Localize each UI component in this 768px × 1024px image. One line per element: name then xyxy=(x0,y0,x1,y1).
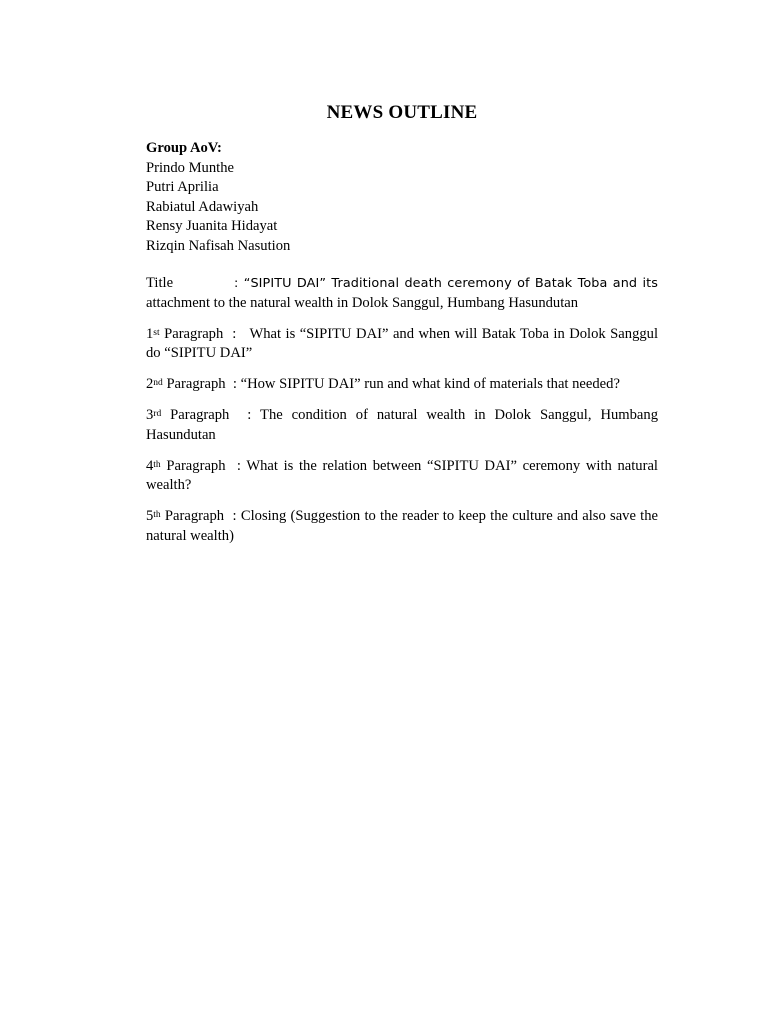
paragraph-number: 5 xyxy=(146,508,154,524)
paragraph-label: Paragraph xyxy=(160,508,225,524)
paragraph-text: “How SIPITU DAI” run and what kind of materials that needed? xyxy=(240,376,620,392)
paragraph-label: Paragraph xyxy=(159,325,224,342)
paragraph-number: 4 xyxy=(146,457,154,474)
paragraph-ordinal-suffix: st xyxy=(153,327,160,338)
group-member: Prindo Munthe xyxy=(146,159,234,176)
paragraph-separator: : xyxy=(225,376,241,392)
paragraph-text: Closing (Suggestion to the reader to keep the culture and also save the natural wealth) xyxy=(146,508,659,544)
group-block xyxy=(146,139,658,256)
outline-paragraph-entry xyxy=(146,457,658,496)
paragraph-label: Paragraph xyxy=(162,376,226,392)
paragraph-separator: : xyxy=(224,508,241,524)
document-heading: NEWS OUTLINE xyxy=(326,102,478,123)
paragraph-separator: : xyxy=(223,325,246,342)
paragraph-number: 2 xyxy=(146,376,154,392)
group-member: Rabiatul Adawiyah xyxy=(146,198,259,215)
title-separator: : xyxy=(234,276,244,291)
paragraph-separator: : xyxy=(225,457,247,474)
outline-paragraph-entry xyxy=(146,325,658,364)
title-label: Title xyxy=(146,275,174,291)
paragraph-number: 1 xyxy=(146,325,154,342)
paragraph-number: 3 xyxy=(146,407,154,423)
paragraph-text: What is “SIPITU DAI” and when will Batak Toba in Dolok Sanggul do “SIPITU DAI” xyxy=(146,325,659,361)
paragraph-ordinal-suffix: rd xyxy=(153,409,162,419)
group-label: Group AoV: xyxy=(146,140,222,156)
outline-paragraph-entry xyxy=(146,406,658,445)
group-member: Rensy Juanita Hidayat xyxy=(146,218,278,234)
paragraph-text: What is the relation between “SIPITU DAI” ceremony with natural wealth? xyxy=(146,457,658,493)
paragraph-ordinal-suffix: th xyxy=(153,510,161,520)
outline-title-entry xyxy=(146,274,658,313)
group-member: Rizqin Nafisah Nasution xyxy=(146,237,291,254)
outline-paragraph-entry xyxy=(146,507,658,546)
outline-paragraph-entry xyxy=(146,375,658,395)
outline-entries xyxy=(146,274,658,558)
paragraph-label: Paragraph xyxy=(160,457,226,474)
title-text-part1: “SIPITU DAI” Traditional death ceremony of Batak Toba and its xyxy=(243,276,658,291)
paragraph-separator: : xyxy=(229,407,261,423)
paragraph-label: Paragraph xyxy=(161,407,230,423)
paragraph-ordinal-suffix: th xyxy=(153,459,161,470)
paragraph-ordinal-suffix: nd xyxy=(153,378,163,388)
group-member: Putri Aprilia xyxy=(146,179,219,195)
paragraph-text: The condition of natural wealth in Dolok Sanggul, Humbang Hasundutan xyxy=(146,407,658,443)
title-text-part2: attachment to the natural wealth in Dolok Sanggul, Humbang Hasundutan xyxy=(146,294,579,311)
